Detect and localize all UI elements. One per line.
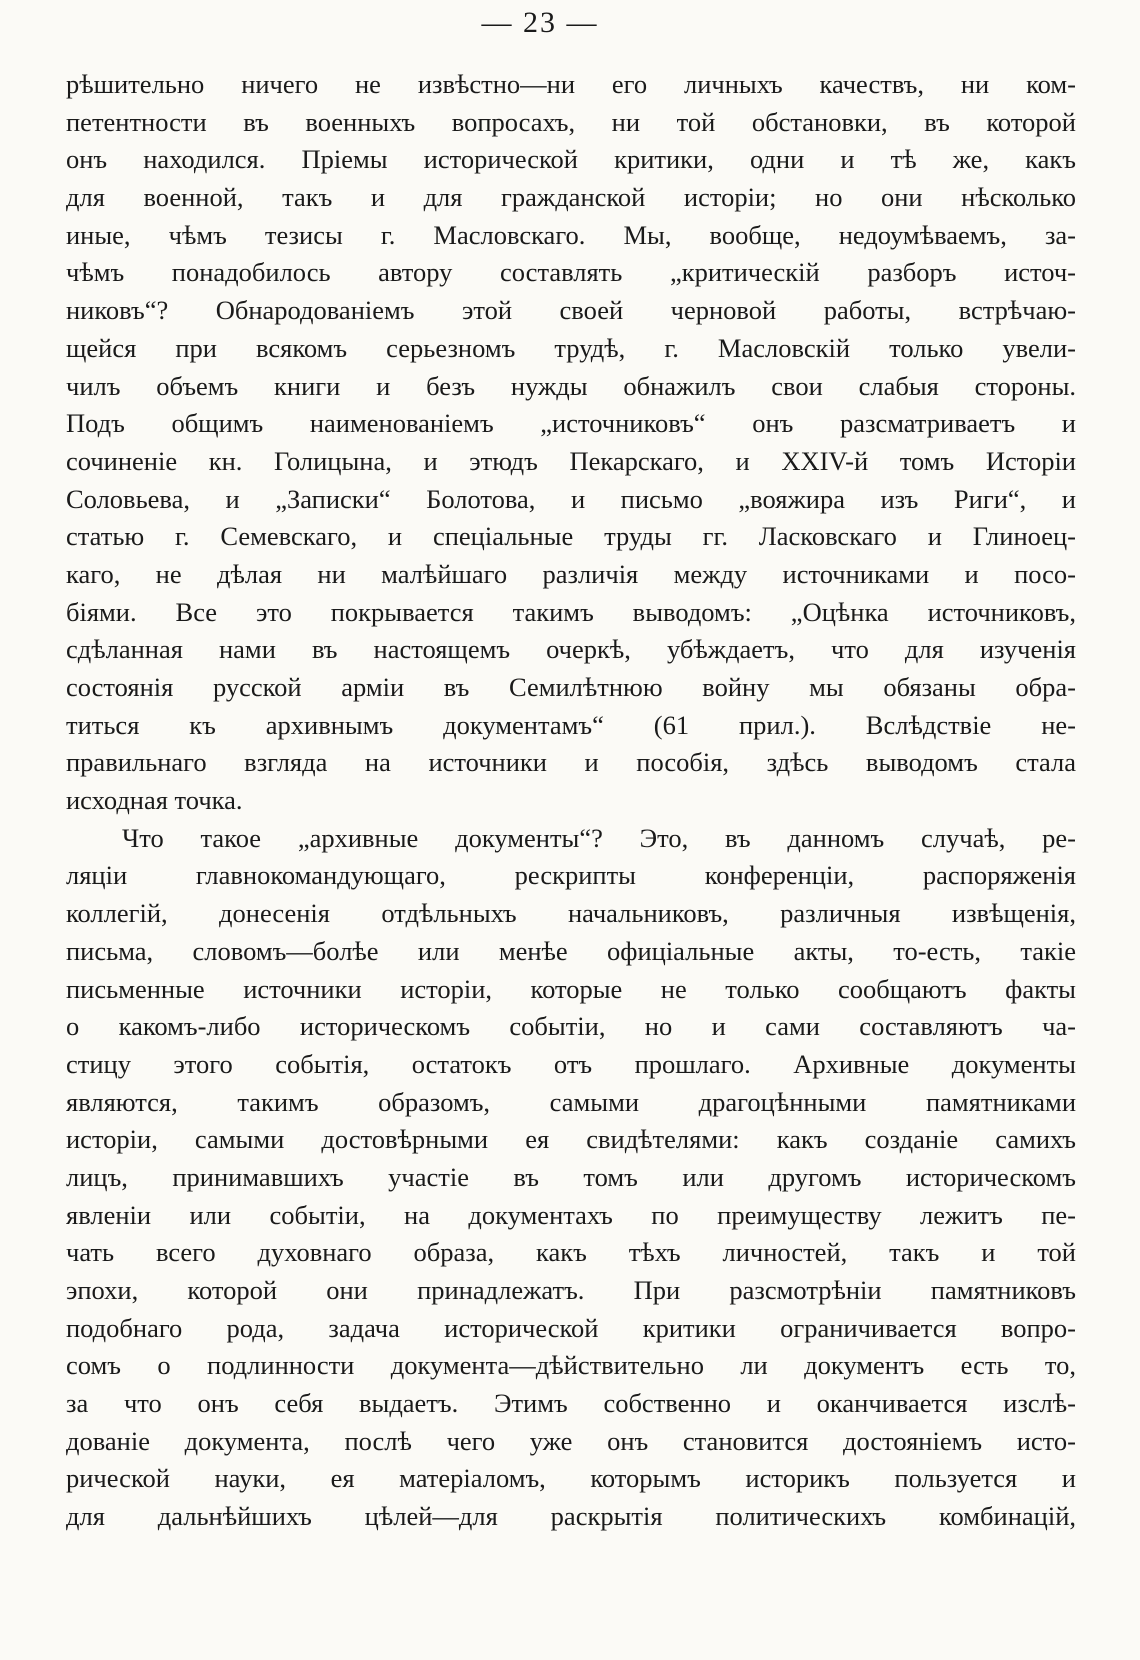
text-line: рической науки, ея матеріаломъ, которымъ историкъ пользуется и <box>66 1463 1076 1494</box>
text-line: письма, словомъ—болѣе или менѣе офиціальные акты, то-есть, такіе <box>66 935 1076 966</box>
text-line: каго, не дѣлая ни малѣйшаго различія между источниками и посо- <box>66 558 1076 589</box>
text-line: состоянія русской арміи въ Семилѣтнюю войну мы обязаны обра- <box>66 672 1076 702</box>
text-line: письменные источники исторіи, которые не только сообщаютъ факты <box>66 973 1076 1004</box>
text-line: иные, чѣмъ тезисы г. Масловскаго. Мы, вообще, недоумѣваемъ, за- <box>66 219 1076 250</box>
text-line: Что такое „архивные документы“? Это, въ данномъ случаѣ, ре- <box>122 822 1076 853</box>
text-line: щейся при всякомъ серьезномъ трудѣ, г. Масловскій только увели- <box>66 332 1076 363</box>
text-line: чать всего духовнаго образа, какъ тѣхъ личностей, такъ и той <box>66 1237 1076 1268</box>
text-line: титься къ архивнымъ документамъ“ (61 прил.). Вслѣдствіе не- <box>66 709 1076 740</box>
text-line: исторіи, самыми достовѣрными ея свидѣтелями: какъ созданіе самихъ <box>66 1124 1076 1155</box>
text-line: для дальнѣйшихъ цѣлей—для раскрытія политическихъ комбинацій, <box>66 1501 1076 1532</box>
text-line: никовъ“? Обнародованіемъ этой своей черновой работы, встрѣчаю- <box>66 295 1076 326</box>
text-line: являются, такимъ образомъ, самыми драгоцѣнными памятниками <box>66 1086 1076 1117</box>
text-line: петентности въ военныхъ вопросахъ, ни той обстановки, въ которой <box>66 106 1076 137</box>
text-line: правильнаго взгляда на источники и пособія, здѣсь выводомъ стала <box>66 747 1076 778</box>
text-line: чѣмъ понадобилось автору составлять „критическій разборъ источ- <box>66 257 1076 288</box>
text-line: сдѣланная нами въ настоящемъ очеркѣ, убѣждаетъ, что для изученія <box>66 634 1076 665</box>
text-line: чилъ объемъ книги и безъ нужды обнажилъ свои слабыя стороны. <box>66 370 1076 401</box>
text-line: біями. Все это покрывается такимъ выводомъ: „Оцѣнка источниковъ, <box>66 596 1076 627</box>
text-line: лицъ, принимавшихъ участіе въ томъ или другомъ историческомъ <box>66 1161 1076 1192</box>
text-line: ляціи главнокомандующаго, рескрипты конференціи, распоряженія <box>66 860 1076 891</box>
text-line: за что онъ себя выдаетъ. Этимъ собственно и оканчивается изслѣ- <box>66 1388 1076 1419</box>
text-line: сочиненіе кн. Голицына, и этюдъ Пекарскаго, и XXIV-й томъ Исторіи <box>66 445 1076 476</box>
text-line: коллегій, донесенія отдѣльныхъ начальниковъ, различныя извѣщенія, <box>66 898 1076 929</box>
text-line: Подъ общимъ наименованіемъ „источниковъ“ онъ разсматриваетъ и <box>66 408 1076 439</box>
paragraph <box>66 66 1076 820</box>
text-line: Соловьева, и „Записки“ Болотова, и письмо „вояжира изъ Риги“, и <box>66 483 1076 514</box>
text-line: статью г. Семевскаго, и спеціальные труды гг. Ласковскаго и Глиноец- <box>66 521 1076 552</box>
text-line: онъ находился. Пріемы исторической критики, одни и тѣ же, какъ <box>66 144 1076 175</box>
text-line: эпохи, которой они принадлежатъ. При разсмотрѣніи памятниковъ <box>66 1275 1076 1305</box>
paragraph <box>66 820 1076 1536</box>
text-line: подобнаго рода, задача исторической критики ограничивается вопро- <box>66 1312 1076 1343</box>
text-line: о какомъ-либо историческомъ событіи, но и сами составляютъ ча- <box>66 1011 1076 1042</box>
body-text <box>66 66 1076 1536</box>
text-line: исходная точка. <box>66 785 243 816</box>
text-line: явленіи или событіи, на документахъ по преимуществу лежитъ пе- <box>66 1199 1076 1230</box>
text-line: для военной, такъ и для гражданской исторіи; но они нѣсколько <box>66 182 1076 213</box>
text-line: дованіе документа, послѣ чего уже онъ становится достояніемъ исто- <box>66 1425 1076 1456</box>
text-line: сомъ о подлинности документа—дѣйствительно ли документъ есть то, <box>66 1350 1076 1381</box>
text-line: стицу этого событія, остатокъ отъ прошлаго. Архивные документы <box>66 1048 1076 1079</box>
text-line: рѣшительно ничего не извѣстно—ни его личныхъ качествъ, ни ком- <box>66 69 1076 99</box>
page-number: — 23 — <box>481 6 599 39</box>
